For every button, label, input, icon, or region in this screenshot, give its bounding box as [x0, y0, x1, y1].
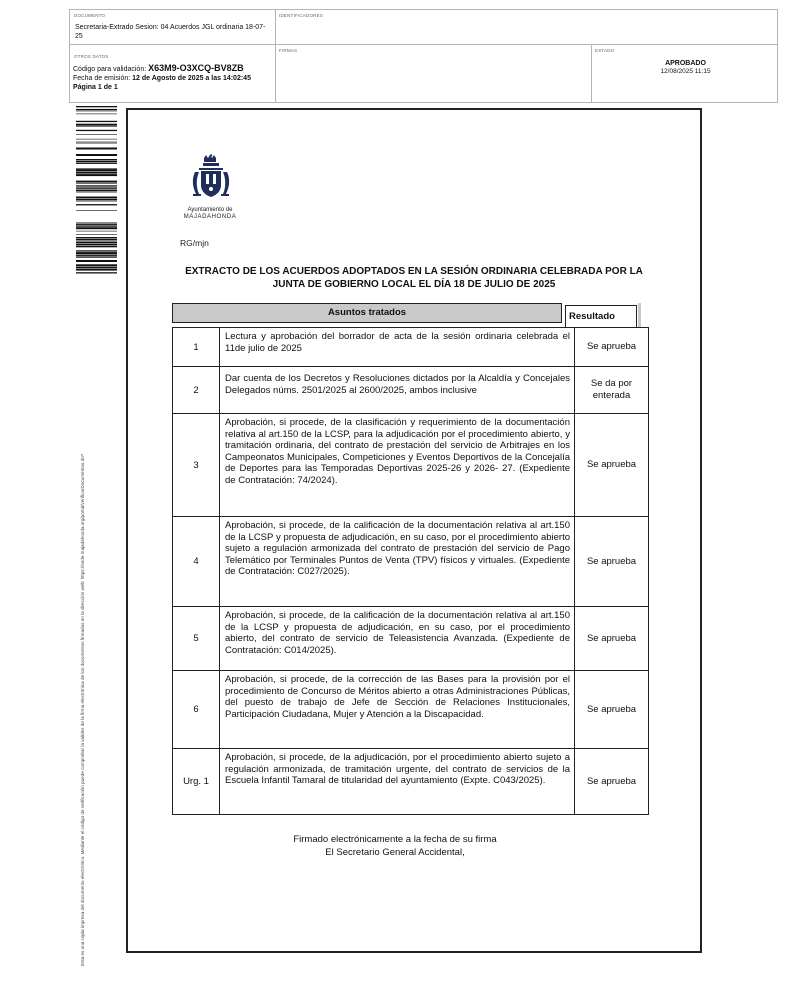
barcode-bar — [76, 163, 117, 164]
fecha-emision — [73, 74, 273, 83]
header-divider — [70, 44, 777, 45]
barcode-bar — [76, 252, 117, 254]
row-number: Urg. 1 — [173, 749, 220, 814]
agreements-table — [172, 303, 650, 806]
barcode-bar — [76, 161, 117, 162]
header-resultado: Resultado — [565, 305, 637, 327]
header-divider — [591, 44, 592, 102]
logo-text-line1: Ayuntamiento de — [187, 207, 233, 213]
codigo-prefix: Código para validación: — [73, 66, 147, 73]
barcode-bar — [76, 199, 117, 200]
row-result: Se aprueba — [586, 555, 637, 567]
row-text: Aprobación, si procede, de la corrección de las Bases para la provisión por el procedimiento de Concurso de Méritos abierto a otras Administraciones Públicas, del puesto de trabajo de Jefe de Sección de Relaciones Institucionales, Participación Ciudadana, Mujer y Atención a la Discapacidad. — [220, 671, 575, 748]
table-body — [172, 327, 649, 815]
row-result: Se da por enterada — [590, 378, 633, 401]
row-result: Se aprueba — [586, 341, 637, 353]
signature-block — [270, 833, 520, 859]
barcode-bar — [76, 269, 117, 271]
estado-fecha: 12/08/2025 11:15 — [660, 68, 711, 75]
barcode-bar — [76, 267, 117, 268]
document-title: EXTRACTO DE LOS ACUERDOS ADOPTADOS EN LA SESIÓN ORDINARIA CELEBRADA POR LA JUNTA DE GOBIERNO LOCAL EL DÍA 18 DE JULIO DE 2025 — [185, 266, 643, 290]
barcode-bar — [76, 210, 117, 211]
barcode-bar — [76, 241, 117, 242]
barcode-bar — [76, 187, 117, 188]
barcode-bar — [76, 225, 117, 226]
barcode-bar — [76, 260, 117, 262]
barcode-bar — [76, 190, 117, 191]
barcode-bar — [76, 256, 117, 257]
otros-datos-label: OTROS DATOS — [74, 54, 109, 59]
barcode-bar — [76, 197, 117, 199]
barcode-bar — [76, 272, 117, 273]
row-result: Se aprueba — [586, 459, 637, 471]
barcode-bar — [76, 134, 117, 135]
barcode-bar — [76, 227, 117, 229]
barcode-bar — [76, 188, 117, 189]
barcode-bar — [76, 185, 117, 186]
barcode-bar — [76, 234, 117, 235]
row-number: 3 — [173, 414, 220, 516]
barcode-bar — [76, 237, 117, 238]
barcode-bar — [76, 143, 117, 144]
header-asuntos: Asuntos tratados — [172, 303, 562, 323]
barcode-bar — [76, 183, 117, 184]
document-header — [69, 9, 778, 103]
barcode-bar — [76, 255, 117, 256]
barcode-bar — [76, 174, 117, 176]
barcode-bar — [76, 130, 117, 131]
barcode-bar — [76, 201, 117, 202]
barcode-bar — [76, 121, 117, 122]
table-row — [173, 670, 648, 748]
barcode-bar — [76, 223, 117, 224]
barcode-bar — [76, 172, 117, 174]
row-number: 5 — [173, 607, 220, 670]
table-row — [173, 516, 648, 606]
row-result: Se aprueba — [586, 703, 637, 715]
table-row — [173, 328, 648, 366]
codigo-validacion — [73, 64, 273, 74]
barcode — [76, 106, 117, 276]
barcode-bar — [76, 250, 117, 251]
row-text: Aprobación, si procede, de la clasificación y requerimiento de la documentación relativa al art.150 de la LCSP, para la adjudicación por el procedimiento abierto, y tramitación ordinaria, del contrato de prestación del servicio de Arbitrajes en los Campeonatos Municipales, Competiciones y Eventos Deportivos de la Concejalía de Deportes para las Temporadas Deportivas 2025-26 y 2026- 27. (Expediente de Contratación: 74/2024). — [220, 414, 575, 516]
barcode-bar — [76, 192, 117, 193]
barcode-bar — [76, 114, 117, 115]
signature-line1: Firmado electrónicamente a la fecha de su firma — [293, 834, 497, 845]
row-text: Aprobación, si procede, de la calificación de la documentación relativa al art.150 de la LCSP y propuesta de adjudicación, en su caso, por el procedimiento abierto, del contrato de servicio de Teleasistencia Avanzada. (Expediente de Contratación: C014/2025). — [220, 607, 575, 670]
barcode-bar — [76, 142, 117, 143]
barcode-bar — [76, 224, 117, 225]
barcode-bar — [76, 159, 117, 160]
barcode-bar — [76, 154, 117, 156]
fecha-value: 12 de Agosto de 2025 a las 14:02:45 — [132, 75, 251, 82]
barcode-bar — [76, 111, 117, 112]
estado — [593, 60, 778, 76]
row-text: Dar cuenta de los Decretos y Resoluciones dictados por la Alcaldía y Concejales Delegados núms. 2501/2025 al 2600/2025, ambos inclusive — [220, 367, 575, 413]
row-number: 2 — [173, 367, 220, 413]
side-verification-note: Esta es una copia impresa del documento electrónico. Mediante el código de verificación puede comprobar la validez de la firma electrónica de los documentos firmados en la dirección web: https://sede.majadahonda.org/portal/verificarDocumentos.do? — [80, 453, 85, 966]
fecha-prefix: Fecha de emisión: — [73, 75, 131, 82]
signature-line2: El Secretario General Accidental, — [325, 847, 465, 858]
codigo-value[interactable]: X63M9-O3XCQ-BV8ZB — [148, 63, 244, 73]
barcode-bar — [76, 231, 117, 232]
barcode-bar — [76, 139, 117, 140]
table-row — [173, 413, 648, 516]
barcode-bar — [76, 126, 117, 127]
barcode-bar — [76, 169, 117, 171]
firmas-label: FIRMAS — [279, 48, 298, 53]
reference-initials: RG/mjn — [180, 238, 209, 248]
header-divider — [275, 10, 276, 102]
header-shade — [638, 303, 641, 327]
table-row — [173, 606, 648, 670]
documento-label: DOCUMENTO — [74, 13, 106, 18]
barcode-bar — [76, 148, 117, 150]
row-text: Aprobación, si procede, de la adjudicación, por el procedimiento abierto sujeto a regulación armonizada, de tramitación urgente, del contrato de servicios de la Escuela Infantil Tamaral de titularidad del ayuntamiento (Expte. C043/2025). — [220, 749, 575, 814]
barcode-bar — [76, 181, 117, 183]
barcode-bar — [76, 239, 117, 240]
row-number: 1 — [173, 328, 220, 366]
identificadores-label: IDENTIFICADORES — [279, 13, 324, 18]
table-row — [173, 748, 648, 814]
row-text: Aprobación, si procede, de la calificación de la documentación relativa al art.150 de la LCSP y propuesta de adjudicación, en su caso, por el procedimiento abierto sujeto a regulación armonizada del contrato de prestación del servicio de Pago Telemático por Terminales Puntos de Venta (TPV) físicos y virtuales. (Expediente de Contratación: C027/2025). — [220, 517, 575, 606]
barcode-bar — [76, 244, 117, 246]
estado-label: ESTADO — [595, 48, 615, 53]
barcode-bar — [76, 168, 117, 169]
row-result: Se aprueba — [586, 775, 637, 787]
row-text: Lectura y aprobación del borrador de acta de la sesión ordinaria celebrada el 11de julio de 2025 — [220, 328, 575, 366]
barcode-bar — [76, 109, 117, 110]
barcode-bar — [76, 124, 117, 126]
estado-value: APROBADO — [665, 60, 706, 67]
barcode-bar — [76, 242, 117, 243]
documento-text: Secretaria-Extrado Sesion: 04 Acuerdos JGL ordinaria 18-07-25 — [75, 24, 266, 40]
barcode-bar — [76, 204, 117, 205]
pagina: Página 1 de 1 — [73, 84, 118, 91]
barcode-bar — [76, 264, 117, 266]
barcode-bar — [76, 106, 117, 107]
barcode-bar — [76, 246, 117, 247]
table-row — [173, 366, 648, 413]
row-number: 6 — [173, 671, 220, 748]
otros-datos — [73, 64, 273, 92]
row-number: 4 — [173, 517, 220, 606]
row-result: Se aprueba — [586, 632, 637, 644]
logo-text-line2: MAJADAHONDA — [183, 214, 237, 220]
